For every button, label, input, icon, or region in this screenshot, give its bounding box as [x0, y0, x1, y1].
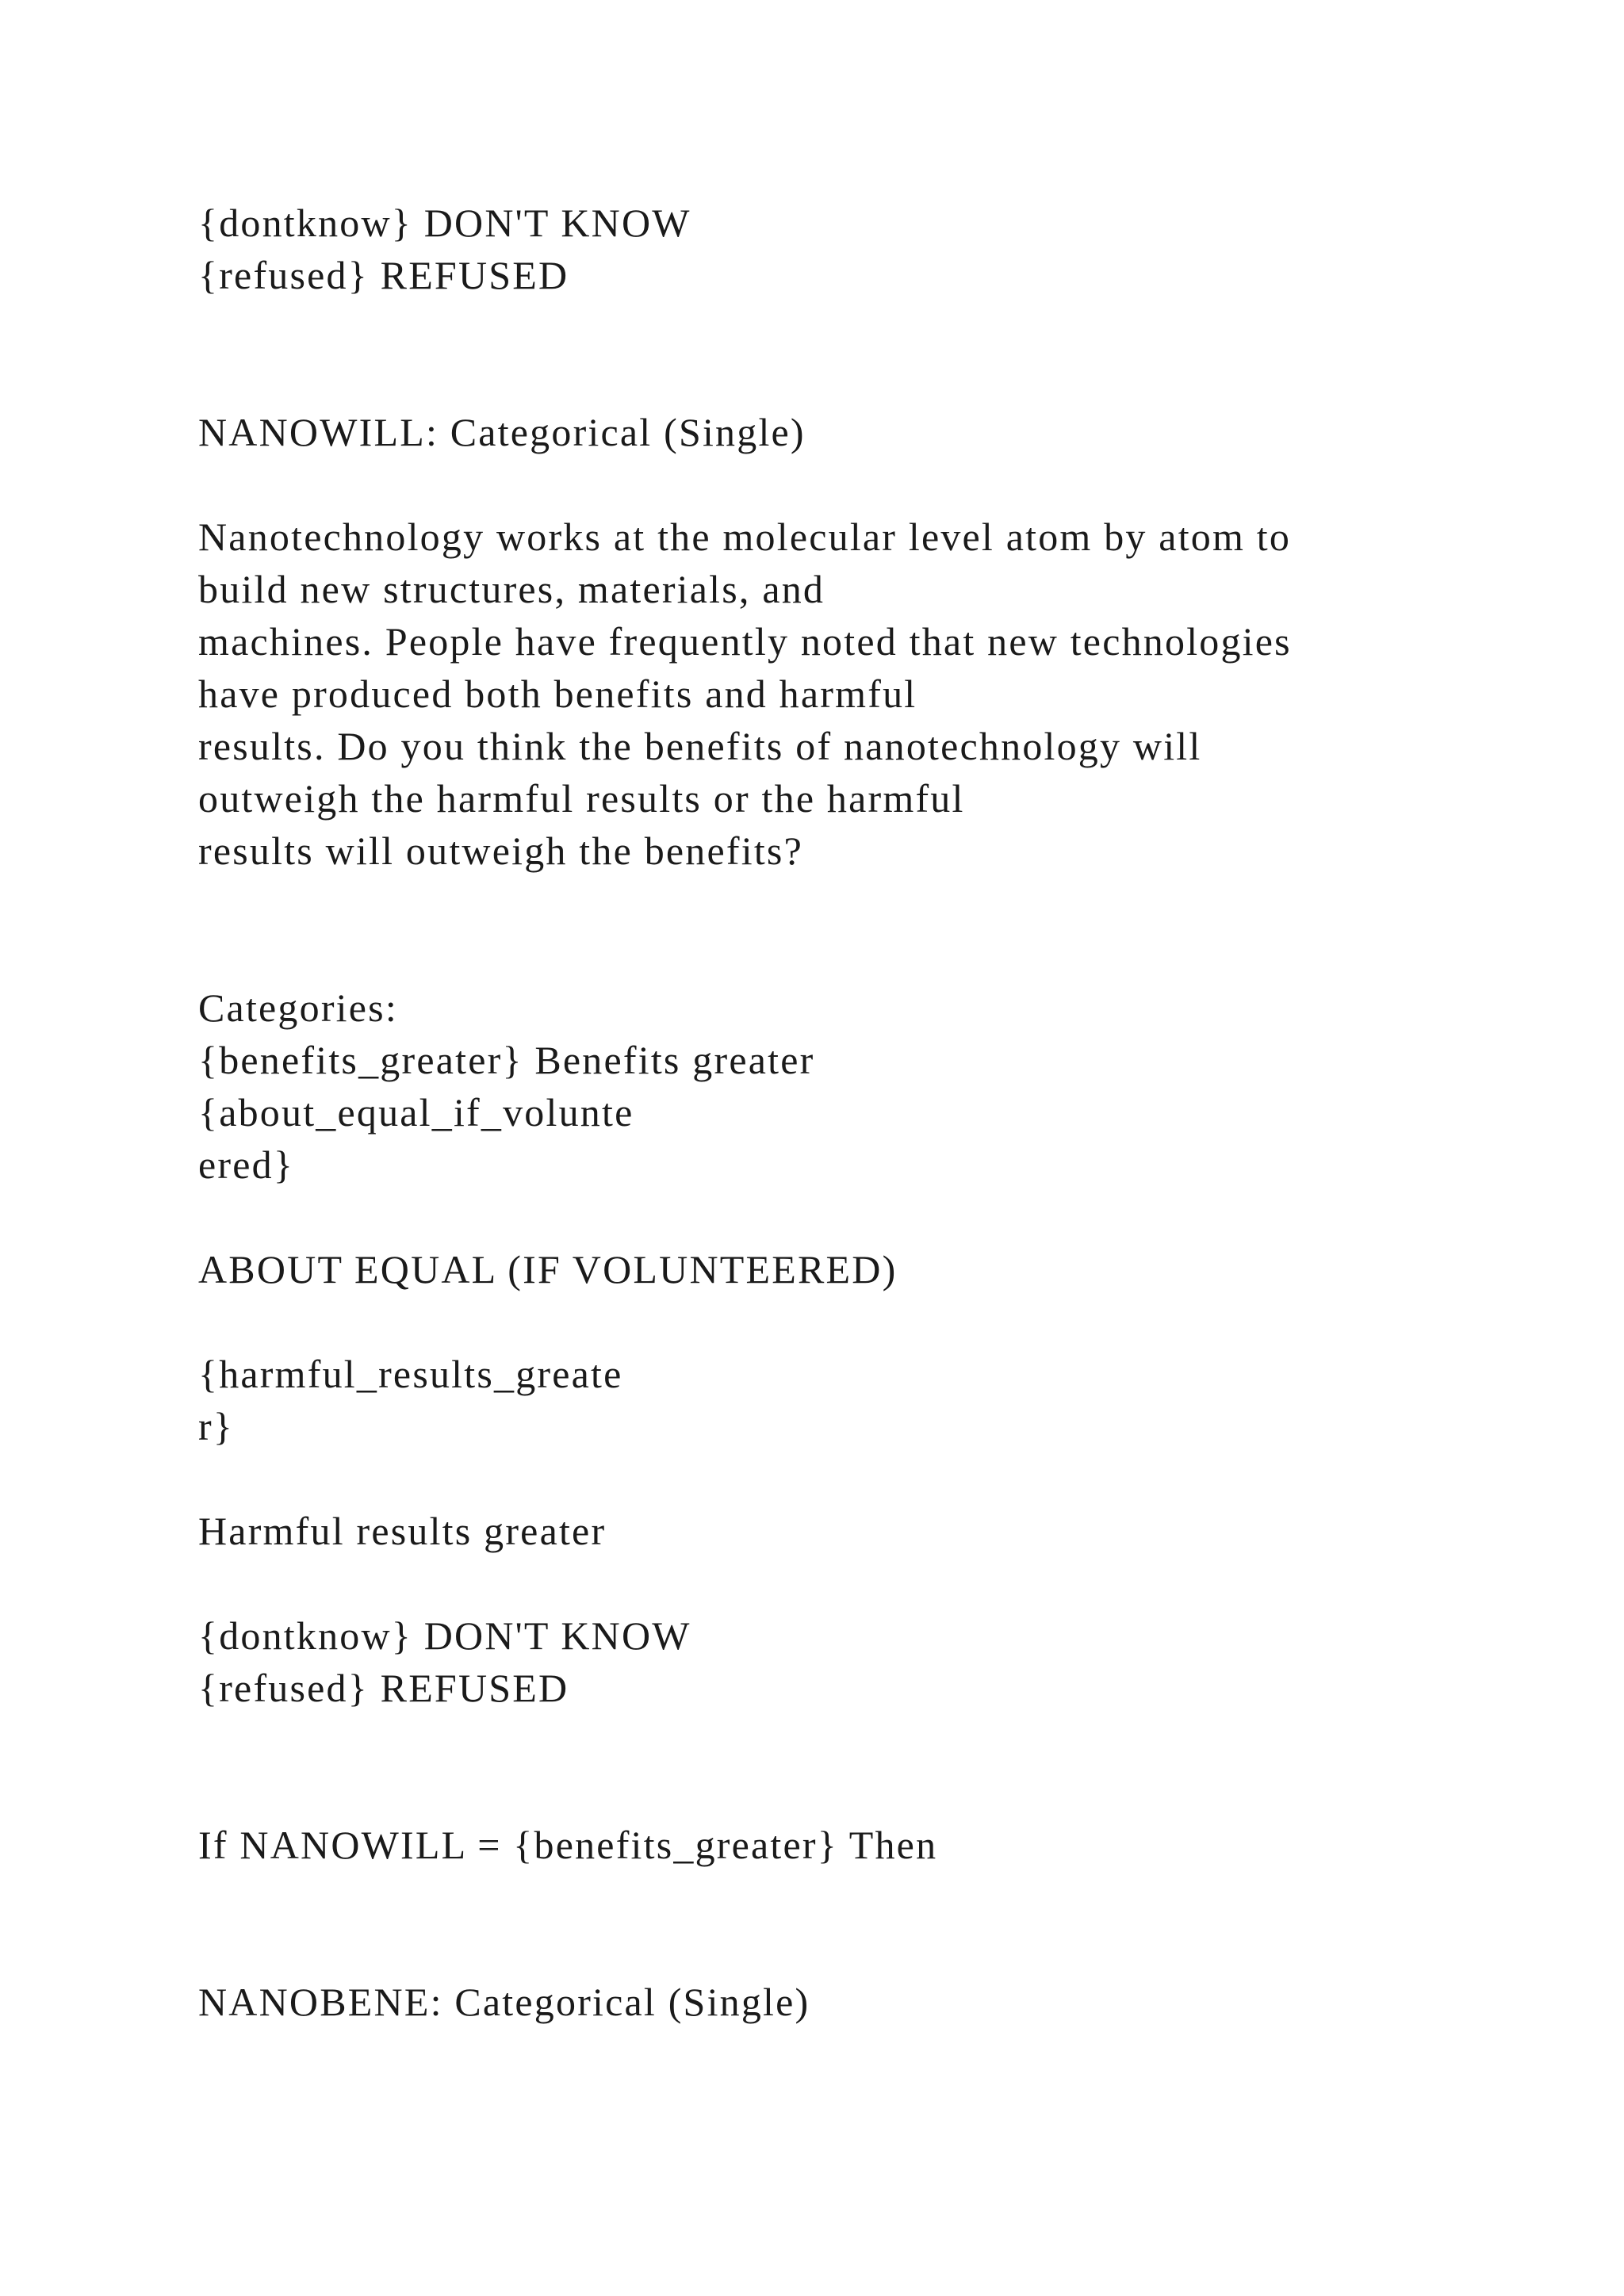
question-line: Nanotechnology works at the molecular level atom by atom to [198, 515, 1292, 559]
option-refused: {refused} REFUSED [198, 1666, 569, 1710]
question-line: machines. People have frequently noted that new technologies [198, 619, 1292, 664]
category-harmful-code-cont: r} [198, 1404, 235, 1448]
category-about-equal-code: {about_equal_if_volunte [198, 1090, 634, 1135]
category-about-equal-label: ABOUT EQUAL (IF VOLUNTEERED) [198, 1247, 898, 1292]
question-line: results will outweigh the benefits? [198, 828, 803, 873]
question-line: have produced both benefits and harmful [198, 672, 917, 716]
option-dontknow: {dontknow} DON'T KNOW [198, 201, 691, 245]
category-harmful-label: Harmful results greater [198, 1509, 607, 1553]
option-refused: {refused} REFUSED [198, 253, 569, 297]
category-benefits-greater: {benefits_greater} Benefits greater [198, 1038, 815, 1082]
option-dontknow: {dontknow} DON'T KNOW [198, 1613, 691, 1658]
condition-line: If NANOWILL = {benefits_greater} Then [198, 1823, 938, 1867]
nanobene-header: NANOBENE: Categorical (Single) [198, 1980, 810, 2024]
nanowill-header: NANOWILL: Categorical (Single) [198, 410, 806, 454]
category-harmful-code: {harmful_results_greate [198, 1352, 623, 1396]
categories-label: Categories: [198, 985, 398, 1030]
question-line: build new structures, materials, and [198, 567, 825, 611]
question-line: results. Do you think the benefits of nanotechnology will [198, 724, 1202, 768]
question-line: outweigh the harmful results or the harmful [198, 776, 965, 821]
category-about-equal-code-cont: ered} [198, 1142, 295, 1187]
